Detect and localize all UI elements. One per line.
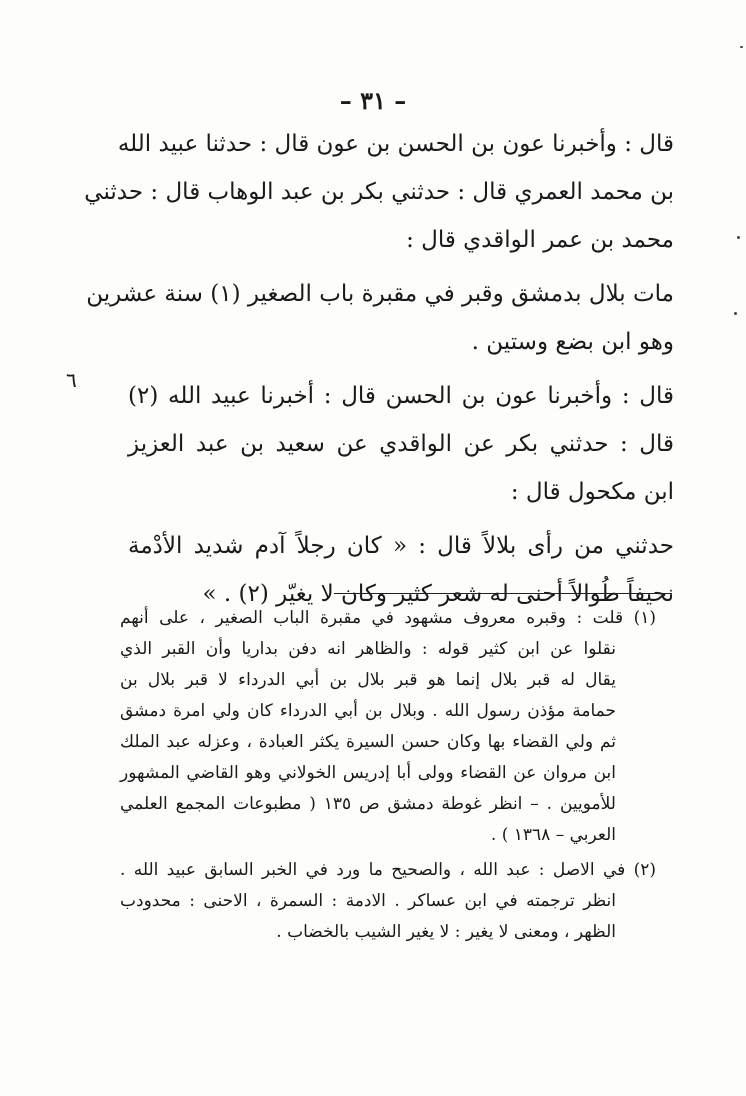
- footnote-line: ثم ولي القضاء بها وكان حسن السيرة يكثر العبادة ، وعزله عبد الملك: [120, 732, 616, 752]
- text-line: مات بلال بدمشق وقبر في مقبرة باب الصغير (١) سنة عشرين: [86, 281, 674, 307]
- footnote-line: العربي – ١٣٦٨ ) .: [490, 825, 616, 845]
- text-line: محمد بن عمر الواقدي قال :: [406, 227, 674, 253]
- text-line: ابن مكحول قال :: [510, 479, 674, 505]
- text-line: بن محمد العمري قال : حدثني بكر بن عبد الوهاب قال : حدثني: [84, 179, 674, 205]
- text-line: نحيفاً طُوالاً أحنى له شعر كثير وكان لا يغيّر (٢) . »: [202, 581, 674, 607]
- footnote-line: يقال له قبر بلال إنما هو قبر بلال بن أبي الدرداء لا قبر بلال بن: [120, 670, 616, 690]
- margin-note: ٦: [66, 368, 77, 392]
- footnote-line: الظهر ، ومعنى لا يغير : لا يغير الشيب بالخضاب .: [276, 922, 616, 942]
- footnote-line: (١) قلت : وقبره معروف مشهود في مقبرة الباب الصغير ، على أنهم: [120, 608, 656, 628]
- text-line: قال : وأخبرنا عون بن الحسن بن عون قال : حدثنا عبيد الله: [117, 131, 674, 157]
- footnote-line: انظر ترجمته في ابن عساكر . الادمة : السمرة ، الاحنى : محدودب: [120, 891, 616, 911]
- paper-speck: [734, 312, 737, 315]
- paper-speck: [737, 236, 740, 239]
- footnotes: [120, 603, 656, 948]
- page-number: – ٣١ –: [339, 86, 407, 115]
- text-line: وهو ابن بضع وستين .: [471, 329, 674, 355]
- text-line: قال : حدثني بكر عن الواقدي عن سعيد بن عبد العزيز: [128, 431, 674, 457]
- footnote-2: [120, 855, 656, 948]
- footnote-line: حمامة مؤذن رسول الله . وبلال بن أبي الدرداء كان ولي امرة دمشق: [120, 701, 616, 721]
- footnote-line: نقلوا عن ابن كثير قوله : والظاهر انه دفن بداريا وأن القبر الذي: [120, 639, 616, 659]
- footnote-divider: [334, 593, 672, 594]
- text-line: حدثني من رأى بلالاً قال : « كان رجلاً آدم شديد الأدْمة: [128, 533, 674, 559]
- footnote-1: [120, 603, 656, 851]
- footnote-line: (٢) في الاصل : عبد الله ، والصحيح ما ورد في الخبر السابق عبيد الله .: [120, 860, 656, 880]
- footnote-line: للأمويين . – انظر غوطة دمشق ص ١٣٥ ( مطبوعات المجمع العلمي: [120, 794, 616, 814]
- footnote-line: ابن مروان عن القضاء وولى أبا إدريس الخولاني وهو القاضي المشهور: [120, 763, 616, 783]
- text-line: قال : وأخبرنا عون بن الحسن قال : أخبرنا عبيد الله (٢): [128, 383, 674, 409]
- paper-speck: [740, 46, 743, 48]
